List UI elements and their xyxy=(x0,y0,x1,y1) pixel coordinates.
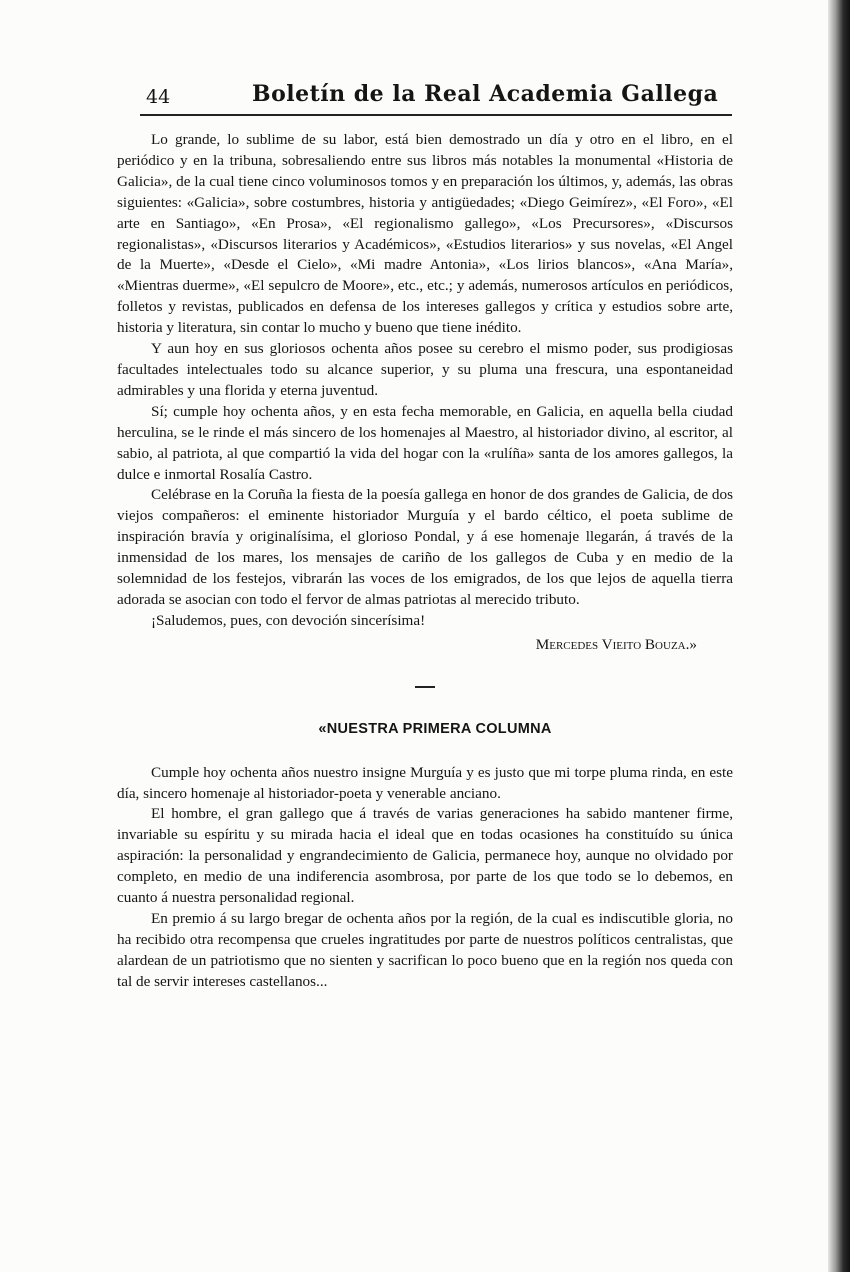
paragraph: ¡Saludemos, pues, con devoción sincerísima! xyxy=(151,611,426,629)
page-body xyxy=(117,130,733,993)
paragraph: Lo grande, lo sublime de su labor, está bien demostrado un día y otro en el libro, en el periódico y en la tribuna, sobresaliendo entre sus libros más notables la monumental «Historia de Galicia», de la cual tiene cinco voluminosos tomos y en preparación los últimos, y, además, las obras siguientes: «Galicia», sobre costumbres, historia y antigüedades; «Diego Geimírez», «El Foro», «El arte en Santiago», «En Prosa», «El regionalismo gallego», «Los Precursores», «Discursos regionalistas», «Discursos literarios y Académicos», «Estudios literarios» y sus novelas, «El Angel de la Muerte», «Desde el Cielo», «Mi madre Antonia», «Los lirios blancos», «Ana María», «Mientras duerme», «El sepulcro de Moore», etc., etc.; y además, numerosos artículos en periódicos, folletos y revistas, publicados en defensa de los intereses gallegos y crítica y estudios sobre arte, historia y literatura, sin contar lo mucho y bueno que tiene inédito. xyxy=(117,131,733,337)
paragraph: Cumple hoy ochenta años nuestro insigne Murguía y es justo que mi torpe pluma rinda, en este día, sincero homenaje al historiador-poeta y venerable anciano. xyxy=(117,763,733,802)
page-edge xyxy=(828,0,850,1272)
article-primera-columna xyxy=(117,763,733,993)
running-title: Boletín de la Real Academia Gallega xyxy=(252,81,719,107)
article-murguia-tribute xyxy=(117,130,733,656)
page-header xyxy=(140,80,732,116)
paragraph: El hombre, el gran gallego que á través de varias generaciones ha sabido mantener firme, invariable su espíritu y su mirada hacia el ideal que en todas ocasiones ha constituído su única aspiración: la personalidad y engrandecimiento de Galicia, permanece hoy, aunque no olvidado por completo, en medio de una indiferencia asombrosa, por parte de los que todo se lo debemos, en cuanto á nuestra personalidad regional. xyxy=(117,805,733,907)
paragraph: Y aun hoy en sus gloriosos ochenta años posee su cerebro el mismo poder, sus prodigiosas facultades intelectuales todo su alcance superior, y su pluma una frescura, una espontaneidad admirables y una florida y eterna juventud. xyxy=(117,340,733,399)
paragraph: En premio á su largo bregar de ochenta años por la región, de la cual es indiscutible gloria, no ha recibido otra recompensa que crueles ingratitudes por parte de nuestros políticos centralistas, que alardean de un patriotismo que no sienten y sacrifican lo poco bueno que en la región nos queda con tal de servir intereses castellanos... xyxy=(117,910,733,990)
author-signature: Mercedes Vieito Bouza.» xyxy=(535,635,697,653)
paragraph: Sí; cumple hoy ochenta años, y en esta fecha memorable, en Galicia, en aquella bella ciudad herculina, se le rinde el más sincero de los homenajes al Maestro, al historiador divino, al escritor, al sabio, al patriota, al que compartió la vida del hogar con la «rulíña» santa de los amores gallegos, la dulce e inmortal Rosalía Castro. xyxy=(117,402,733,483)
page-number: 44 xyxy=(146,86,171,108)
section-title: «NUESTRA PRIMERA COLUMNA xyxy=(318,720,552,737)
section-divider xyxy=(415,686,435,688)
paragraph: Celébrase en la Coruña la fiesta de la poesía gallega en honor de dos grandes de Galicia, de dos viejos compañeros: el eminente historiador Murguía y el bardo céltico, el poeta sublime de inspiración bravía y originalísima, el glorioso Pondal, y á ese homenaje llegarán, á través de la inmensidad de los mares, los mensajes de cariño de los gallegos de Cuba y en medio de la solemnidad de los festejos, vibrarán las voces de los emigrados, de los que lejos de aquella tierra adorada se asocian con todo el fervor de almas patriotas al merecido tributo. xyxy=(117,486,733,608)
